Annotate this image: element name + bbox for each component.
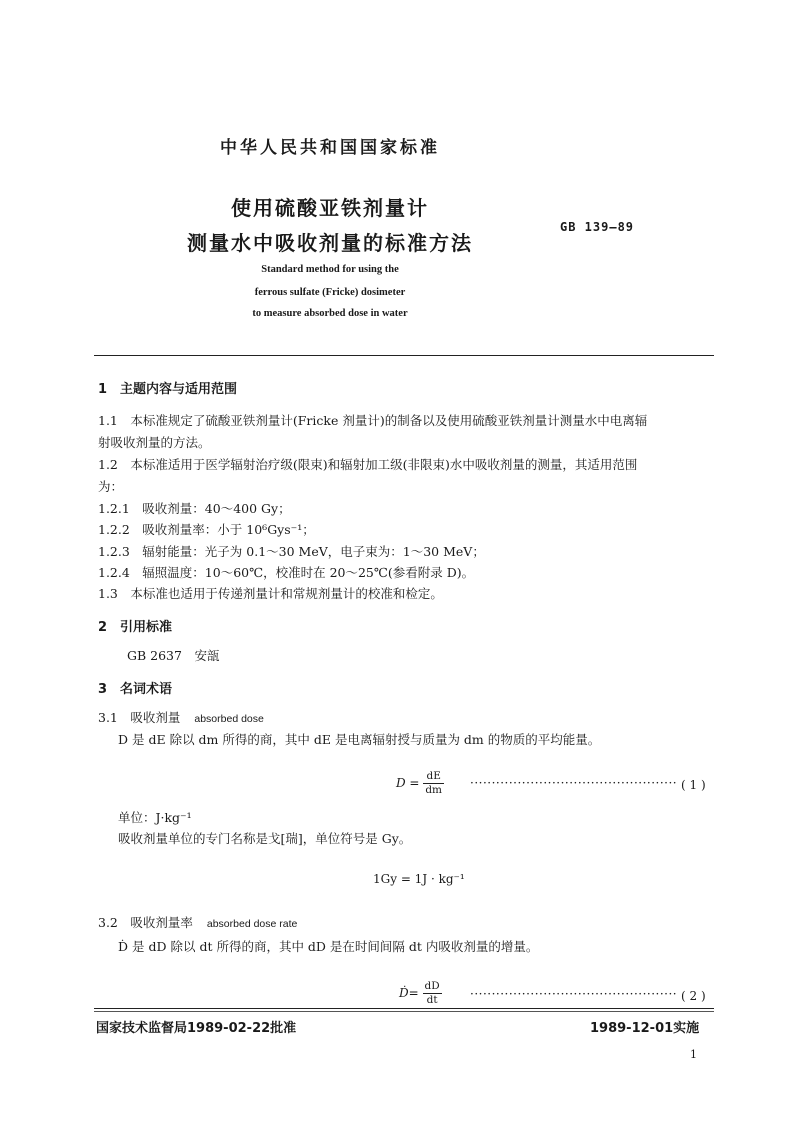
equation-2-number: ( 2 ) [681, 989, 706, 1003]
section-2-heading: 2 引用标准 [98, 620, 173, 635]
section-1-heading: 1 主题内容与适用范围 [98, 382, 238, 397]
clause-1-2-line1: 1.2 本标准适用于医学辐射治疗级(限束)和辐射加工级(非限束)水中吸收剂量的测量，其适用范围 [98, 457, 638, 472]
term-3-2-en: absorbed dose rate [206, 918, 298, 930]
equation-2-leader: ················································ [470, 987, 678, 1001]
document-title-line2: 测量水中吸收剂量的标准方法 [187, 231, 473, 255]
clause-1-1-line2: 射吸收剂量的方法。 [98, 435, 211, 450]
unit-name-line: 吸收剂量单位的专门名称是戈[瑞]，单位符号是 Gy。 [118, 831, 412, 846]
equation-1 [396, 770, 444, 797]
english-title-line1: Standard method for using the [261, 264, 399, 275]
standard-code: GB 139—89 [560, 220, 635, 234]
equation-1-fraction [423, 770, 444, 797]
page-number: 1 [690, 1048, 697, 1061]
section-3-heading: 3 名词术语 [98, 682, 173, 697]
equation-1-leader: ················································ [470, 776, 678, 790]
national-standard-label: 中华人民共和国国家标准 [220, 138, 440, 158]
gray-definition-equation: 1Gy = 1J · kg⁻¹ [373, 872, 465, 886]
equation-2-lhs: Ḋ= [399, 986, 419, 1000]
english-title-line3: to measure absorbed dose in water [252, 308, 408, 319]
unit-line: 单位：J·kg⁻¹ [118, 810, 192, 825]
term-3-1 [98, 708, 264, 726]
equation-1-number: ( 1 ) [681, 778, 706, 792]
term-3-2-zh: 3.2 吸收剂量率 [98, 915, 193, 930]
term-3-2 [98, 913, 297, 931]
effective-date: 1989-12-01实施 [590, 1021, 700, 1036]
footer-divider [94, 1008, 714, 1009]
equation-2-fraction [423, 980, 442, 1007]
equation-2 [399, 980, 442, 1007]
clause-1-2-3: 1.2.3 辐射能量：光子为 0.1～30 MeV，电子束为：1～30 MeV； [98, 544, 485, 559]
equation-1-lhs: D = [396, 776, 420, 790]
header-divider [94, 355, 714, 356]
equation-1-numerator: dE [423, 770, 444, 784]
english-title-line2: ferrous sulfate (Fricke) dosimeter [254, 287, 406, 298]
equation-2-denominator: dt [426, 994, 438, 1006]
clause-1-2-4: 1.2.4 辐照温度：10～60℃，校准时在 20～25℃(参看附录 D)。 [98, 565, 475, 580]
clause-1-1-line1: 1.1 本标准规定了硫酸亚铁剂量计(Fricke 剂量计)的制备以及使用硫酸亚铁剂量计测量水中电离辐 [98, 413, 648, 428]
equation-2-numerator: dD [424, 980, 440, 992]
clause-1-3: 1.3 本标准也适用于传递剂量计和常规剂量计的校准和检定。 [98, 586, 443, 601]
clause-1-2-1: 1.2.1 吸收剂量：40～400 Gy； [98, 501, 291, 516]
definition-3-1: D 是 dE 除以 dm 所得的商，其中 dE 是电离辐射授与质量为 dm 的物质的平均能量。 [118, 732, 601, 747]
footer-divider-second [94, 1011, 714, 1012]
normative-reference: GB 2637 安瓿 [127, 648, 220, 663]
definition-3-2: Ḋ 是 dD 除以 dt 所得的商，其中 dD 是在时间间隔 dt 内吸收剂量的增量。 [118, 939, 539, 954]
approval-date: 国家技术监督局1989-02-22批准 [96, 1021, 297, 1036]
clause-1-2-line2: 为： [98, 479, 124, 494]
term-3-1-en: absorbed dose [194, 713, 264, 725]
clause-1-2-2: 1.2.2 吸收剂量率：小于 10⁶Gys⁻¹； [98, 522, 315, 537]
equation-1-denominator: dm [425, 784, 443, 796]
term-3-1-zh: 3.1 吸收剂量 [98, 710, 181, 725]
document-title-line1: 使用硫酸亚铁剂量计 [231, 196, 429, 220]
